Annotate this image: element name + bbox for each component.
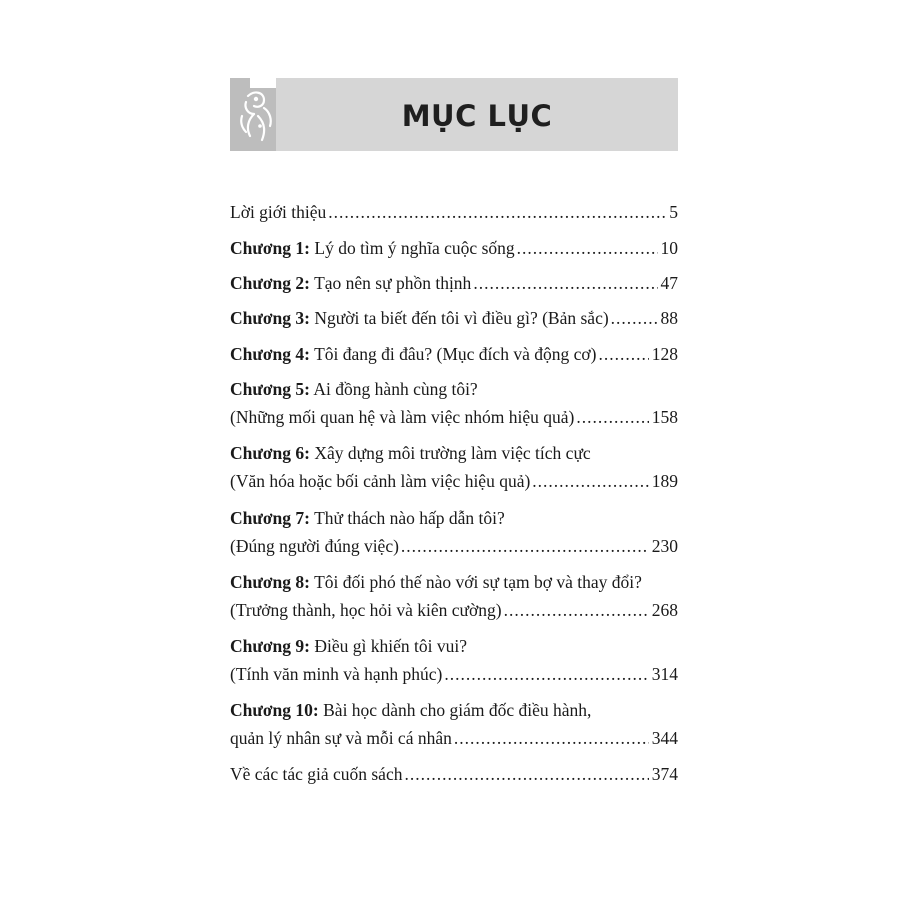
toc-entry-title: Lý do tìm ý nghĩa cuộc sống	[314, 238, 515, 258]
toc-page-number: 10	[660, 238, 678, 258]
toc-chapter-label: Chương 5:	[230, 379, 310, 399]
toc-chapter-label: Chương 3:	[230, 308, 310, 328]
dot-leader	[504, 597, 649, 623]
dot-leader	[598, 341, 648, 367]
toc-page-number: 128	[651, 344, 678, 364]
toc-chapter-label: Chương 8:	[230, 572, 310, 592]
toc-chapter-label: Chương 2:	[230, 273, 310, 293]
toc-page-number: 314	[651, 664, 678, 684]
toc-entry-title: Lời giới thiệu	[230, 202, 327, 222]
toc-page-number: 374	[651, 764, 678, 784]
toc-entry-title: Về các tác giả cuốn sách	[230, 764, 403, 784]
toc-entry-subtitle: (Trưởng thành, học hỏi và kiên cường)	[230, 600, 502, 620]
toc-entry-subtitle: quản lý nhân sự và mỗi cá nhân	[230, 728, 452, 748]
toc-entry	[230, 661, 678, 687]
toc-entry-subtitle: (Đúng người đúng việc)	[230, 536, 399, 556]
toc-page-number: 268	[651, 600, 678, 620]
figure-logo-icon	[234, 86, 278, 146]
toc-page-number: 5	[669, 202, 678, 222]
toc-entry-title: Người ta biết đến tôi vì điều gì? (Bản sắc)	[314, 308, 609, 328]
toc-entry-title: Thử thách nào hấp dẫn tôi?	[314, 508, 505, 528]
page-title: MỤC LỤC	[401, 99, 553, 133]
toc-page-number: 47	[660, 273, 678, 293]
dot-leader	[454, 725, 649, 751]
toc-entry-title: Tôi đối phó thế nào với sự tạm bợ và thay đổi?	[314, 572, 642, 592]
toc-entry	[230, 404, 678, 430]
toc-chapter-label: Chương 1:	[230, 238, 310, 258]
toc-entry-heading	[230, 569, 678, 595]
dot-leader	[576, 404, 648, 430]
toc-entry	[230, 341, 678, 367]
dot-leader	[401, 533, 649, 559]
toc-entry-subtitle: (Văn hóa hoặc bối cảnh làm việc hiệu quả)	[230, 471, 531, 491]
toc-entry-heading	[230, 697, 678, 723]
dot-leader	[473, 270, 657, 296]
toc-entry	[230, 725, 678, 751]
toc-chapter-label: Chương 10:	[230, 700, 319, 720]
toc-entry	[230, 199, 678, 225]
dot-leader	[404, 761, 648, 787]
toc-entry	[230, 235, 678, 261]
toc-entry-title: Xây dựng môi trường làm việc tích cực	[314, 443, 591, 463]
toc-entry-heading	[230, 633, 678, 659]
toc-entry-subtitle: (Tính văn minh và hạnh phúc)	[230, 664, 443, 684]
toc-page-number: 344	[651, 728, 678, 748]
toc-entry-heading	[230, 505, 678, 531]
toc-entry	[230, 270, 678, 296]
dot-leader	[532, 468, 648, 494]
toc-chapter-label: Chương 6:	[230, 443, 310, 463]
toc-page-number: 158	[651, 407, 678, 427]
toc-entry	[230, 533, 678, 559]
toc-page-number: 189	[651, 471, 678, 491]
toc-entry-title: Tạo nên sự phồn thịnh	[314, 273, 472, 293]
dot-leader	[517, 235, 658, 261]
dot-leader	[611, 305, 658, 331]
dot-leader	[328, 199, 666, 225]
toc-entry-title: Bài học dành cho giám đốc điều hành,	[323, 700, 592, 720]
toc-chapter-label: Chương 4:	[230, 344, 310, 364]
toc-entry	[230, 761, 678, 787]
toc-entry	[230, 305, 678, 331]
toc-entry-heading	[230, 376, 678, 402]
toc-entry-title: Ai đồng hành cùng tôi?	[313, 379, 478, 399]
toc-chapter-label: Chương 9:	[230, 636, 310, 656]
toc-entry	[230, 597, 678, 623]
toc-chapter-label: Chương 7:	[230, 508, 310, 528]
toc-entry-subtitle: (Những mối quan hệ và làm việc nhóm hiệu quả)	[230, 407, 575, 427]
toc-entry	[230, 468, 678, 494]
toc-page-number: 88	[660, 308, 678, 328]
toc-entry-heading	[230, 440, 678, 466]
toc-entry-title: Tôi đang đi đâu? (Mục đích và động cơ)	[314, 344, 597, 364]
toc-page-number: 230	[651, 536, 678, 556]
toc-entry-title: Điều gì khiến tôi vui?	[314, 636, 467, 656]
dot-leader	[444, 661, 648, 687]
